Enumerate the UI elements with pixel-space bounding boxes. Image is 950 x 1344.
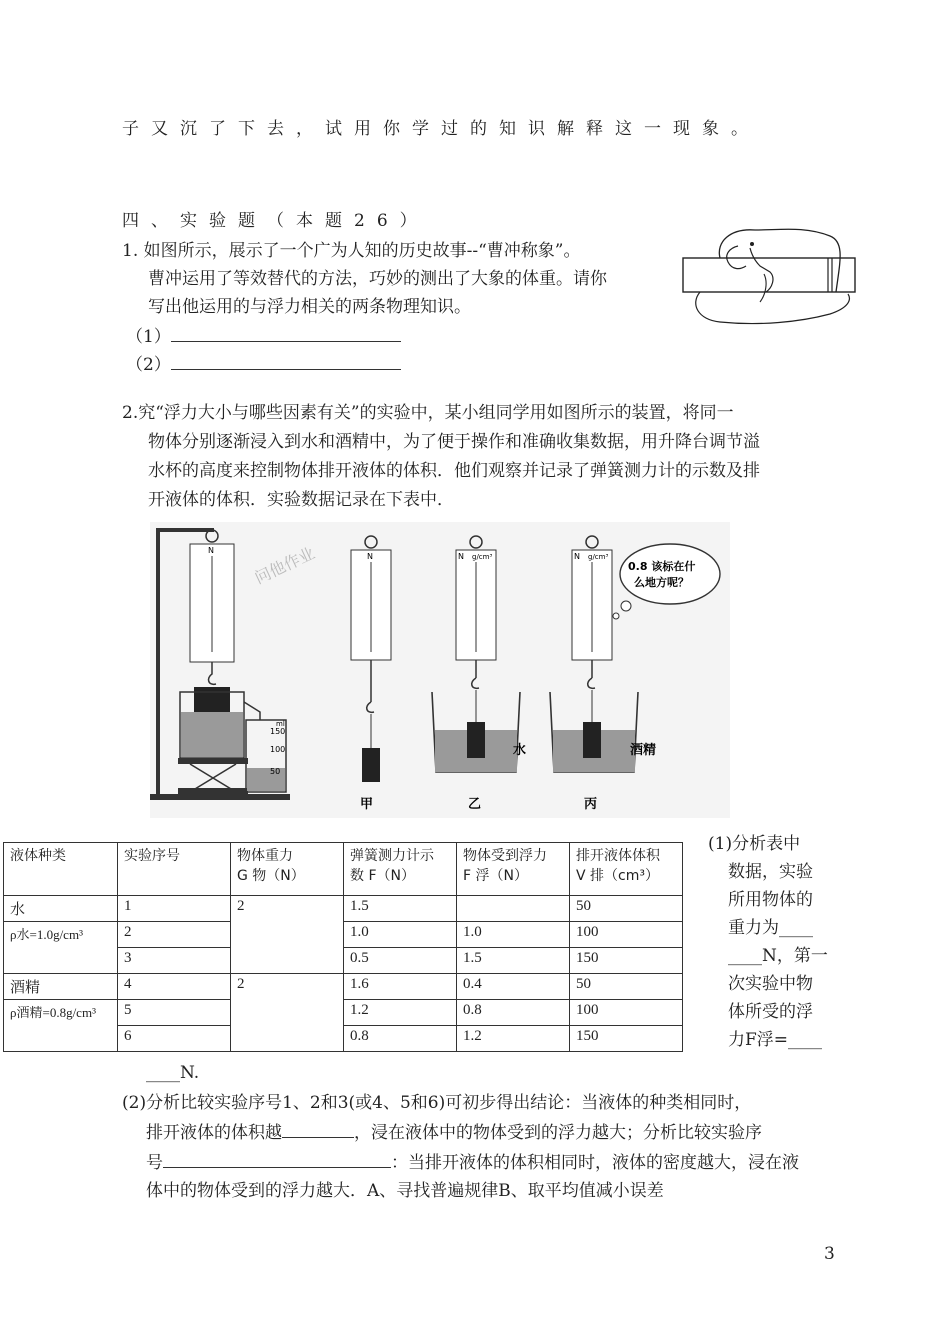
cell-buoyancy: 1.0 xyxy=(457,922,570,948)
cell-buoyancy: 1.2 xyxy=(457,1026,570,1052)
part2-line4: 体中的物体受到的浮力越大．A、寻找普遍规律B、取平均值减小误差 xyxy=(146,1181,664,1201)
cell-trial: 4 xyxy=(118,974,231,1000)
cylinder-mark-50: 50 xyxy=(270,767,281,776)
blank-volume-more[interactable] xyxy=(282,1121,354,1138)
bubble-line1: 0.8 该标在什 xyxy=(628,560,696,573)
side-line-7: 体所受的浮 xyxy=(728,1002,813,1022)
cell-water-weight: 2 xyxy=(231,896,344,974)
scale-bing-unit-g: g/cm³ xyxy=(588,553,609,561)
cell-volume: 100 xyxy=(570,922,683,948)
cell-volume: 50 xyxy=(570,974,683,1000)
q1-answer-2[interactable] xyxy=(126,353,401,376)
experiment-data-table xyxy=(3,842,683,1052)
liquid-water-density: ρ水=1.0g/cm³ xyxy=(4,922,118,974)
cell-scale: 1.5 xyxy=(344,896,457,922)
q3-tail-text: 子又沉了下去，试用你学过的知识解释这一现象。 xyxy=(122,119,760,139)
table-header-row xyxy=(4,843,683,896)
q2-line1: 2.究“浮力大小与哪些因素有关”的实验中，某小组同学用如图所示的装置，将同一 xyxy=(122,403,734,423)
cell-volume: 150 xyxy=(570,1026,683,1052)
q2-line3: 水杯的高度来控制物体排开液体的体积．他们观察并记录了弹簧测力计的示数及排 xyxy=(148,461,760,481)
part2-line3a: 号 xyxy=(146,1153,163,1173)
cell-alcohol-weight: 2 xyxy=(231,974,344,1052)
cell-trial: 1 xyxy=(118,896,231,922)
scale-jia-unit: N xyxy=(367,552,373,561)
table-row xyxy=(4,896,683,922)
experiment-figure xyxy=(150,522,730,818)
side-line-8[interactable]: 力F浮=____ xyxy=(728,1030,823,1050)
cell-trial: 3 xyxy=(118,948,231,974)
label-water: 水 xyxy=(513,743,527,758)
section-title: 四、实验题（本题26） xyxy=(122,211,429,231)
header-trial: 实验序号 xyxy=(118,843,231,896)
scale-yi-unit-g: g/cm³ xyxy=(472,553,493,561)
header-weight-l1: 物体重力 xyxy=(237,848,293,864)
cell-buoyancy: 1.5 xyxy=(457,948,570,974)
cylinder-mark-100: 100 xyxy=(270,745,286,754)
header-volume-l1: 排开液体体积 xyxy=(576,848,660,864)
cell-scale: 1.0 xyxy=(344,922,457,948)
page-number: 3 xyxy=(824,1244,835,1264)
q1-line2: 曹冲运用了等效替代的方法，巧妙的测出了大象的体重。请你 xyxy=(148,269,607,289)
bubble-line2: 么地方呢？ xyxy=(634,576,689,589)
scale-bing-unit-n: N xyxy=(574,552,580,561)
cell-trial: 5 xyxy=(118,1000,231,1026)
q1-line1: 1. 如图所示，展示了一个广为人知的历史故事--“曹冲称象”。 xyxy=(122,241,581,261)
cell-buoyancy xyxy=(457,896,570,922)
liquid-water-name: 水 xyxy=(4,896,118,922)
cell-buoyancy: 0.4 xyxy=(457,974,570,1000)
side-line-6: 次实验中物 xyxy=(728,974,813,994)
cylinder-unit: ml xyxy=(276,720,285,728)
cell-scale: 0.5 xyxy=(344,948,457,974)
q2-line2: 物体分别逐渐浸入到水和酒精中，为了便于操作和准确收集数据，用升降台调节溢 xyxy=(148,432,760,452)
blank-trial-numbers[interactable] xyxy=(163,1151,391,1168)
cell-buoyancy: 0.8 xyxy=(457,1000,570,1026)
q2-line4: 开液体的体积．实验数据记录在下表中． xyxy=(148,490,454,510)
side-question xyxy=(708,830,828,1054)
part2-line3 xyxy=(146,1151,799,1174)
cell-trial: 6 xyxy=(118,1026,231,1052)
cell-scale: 0.8 xyxy=(344,1026,457,1052)
header-weight-l2: G 物（N） xyxy=(237,868,305,884)
cell-scale: 1.6 xyxy=(344,974,457,1000)
answer-2-blank[interactable] xyxy=(171,353,401,370)
part2-line2a: 排开液体的体积越 xyxy=(146,1123,282,1143)
part2-line2b: ，浸在液体中的物体受到的浮力越大；分析比较实验序 xyxy=(354,1123,762,1143)
cell-volume: 50 xyxy=(570,896,683,922)
cylinder-mark-150: 150 xyxy=(270,727,286,736)
cell-trial: 2 xyxy=(118,922,231,948)
side-line-5[interactable]: ____N，第一 xyxy=(728,946,828,966)
side-line-1: (1)分析表中 xyxy=(708,834,801,854)
answer-1-blank[interactable] xyxy=(171,325,401,342)
header-scale-l1: 弹簧测力计示 xyxy=(350,848,434,864)
watermark: 问他作业 xyxy=(251,543,318,588)
label-yi: 乙 xyxy=(468,797,482,812)
header-scale-l2: 数 F（N） xyxy=(350,868,415,884)
side-tail[interactable]: ____N. xyxy=(146,1063,200,1083)
part2-line2 xyxy=(146,1121,762,1144)
header-buoyancy-l1: 物体受到浮力 xyxy=(463,848,547,864)
liquid-alcohol-name: 酒精 xyxy=(4,974,118,1000)
header-volume-l2: V 排（cm³） xyxy=(576,868,659,884)
side-line-3: 所用物体的 xyxy=(728,890,813,910)
header-buoyancy xyxy=(457,843,570,896)
answer-2-label: （2） xyxy=(126,355,171,375)
cell-volume: 100 xyxy=(570,1000,683,1026)
header-liquid: 液体种类 xyxy=(4,843,118,896)
header-volume xyxy=(570,843,683,896)
table-row xyxy=(4,1000,683,1026)
side-line-2: 数据，实验 xyxy=(728,862,813,882)
liquid-alcohol-density: ρ酒精=0.8g/cm³ xyxy=(4,1000,118,1052)
table-row xyxy=(4,974,683,1000)
answer-1-label: （1） xyxy=(126,327,171,347)
header-weight xyxy=(231,843,344,896)
cell-volume: 150 xyxy=(570,948,683,974)
table-row xyxy=(4,922,683,948)
part2-line3b: ：当排开液体的体积相同时，液体的密度越大，浸在液 xyxy=(391,1153,799,1173)
scale-yi-unit-n: N xyxy=(458,552,464,561)
cell-scale: 1.2 xyxy=(344,1000,457,1026)
part2-line1: (2)分析比较实验序号1、2和3(或4、5和6)可初步得出结论：当液体的种类相同时， xyxy=(122,1093,752,1113)
label-alcohol: 酒精 xyxy=(630,743,657,758)
header-scale-reading xyxy=(344,843,457,896)
q1-line3: 写出他运用的与浮力相关的两条物理知识。 xyxy=(148,297,471,317)
label-bing: 丙 xyxy=(584,797,598,812)
side-line-4[interactable]: 重力为____ xyxy=(728,918,813,938)
header-buoyancy-l2: F 浮（N） xyxy=(463,868,528,884)
elephant-boat-sketch xyxy=(680,222,860,330)
scale1-unit: N xyxy=(208,546,214,555)
q1-answer-1[interactable] xyxy=(126,325,401,348)
label-jia: 甲 xyxy=(360,797,374,812)
